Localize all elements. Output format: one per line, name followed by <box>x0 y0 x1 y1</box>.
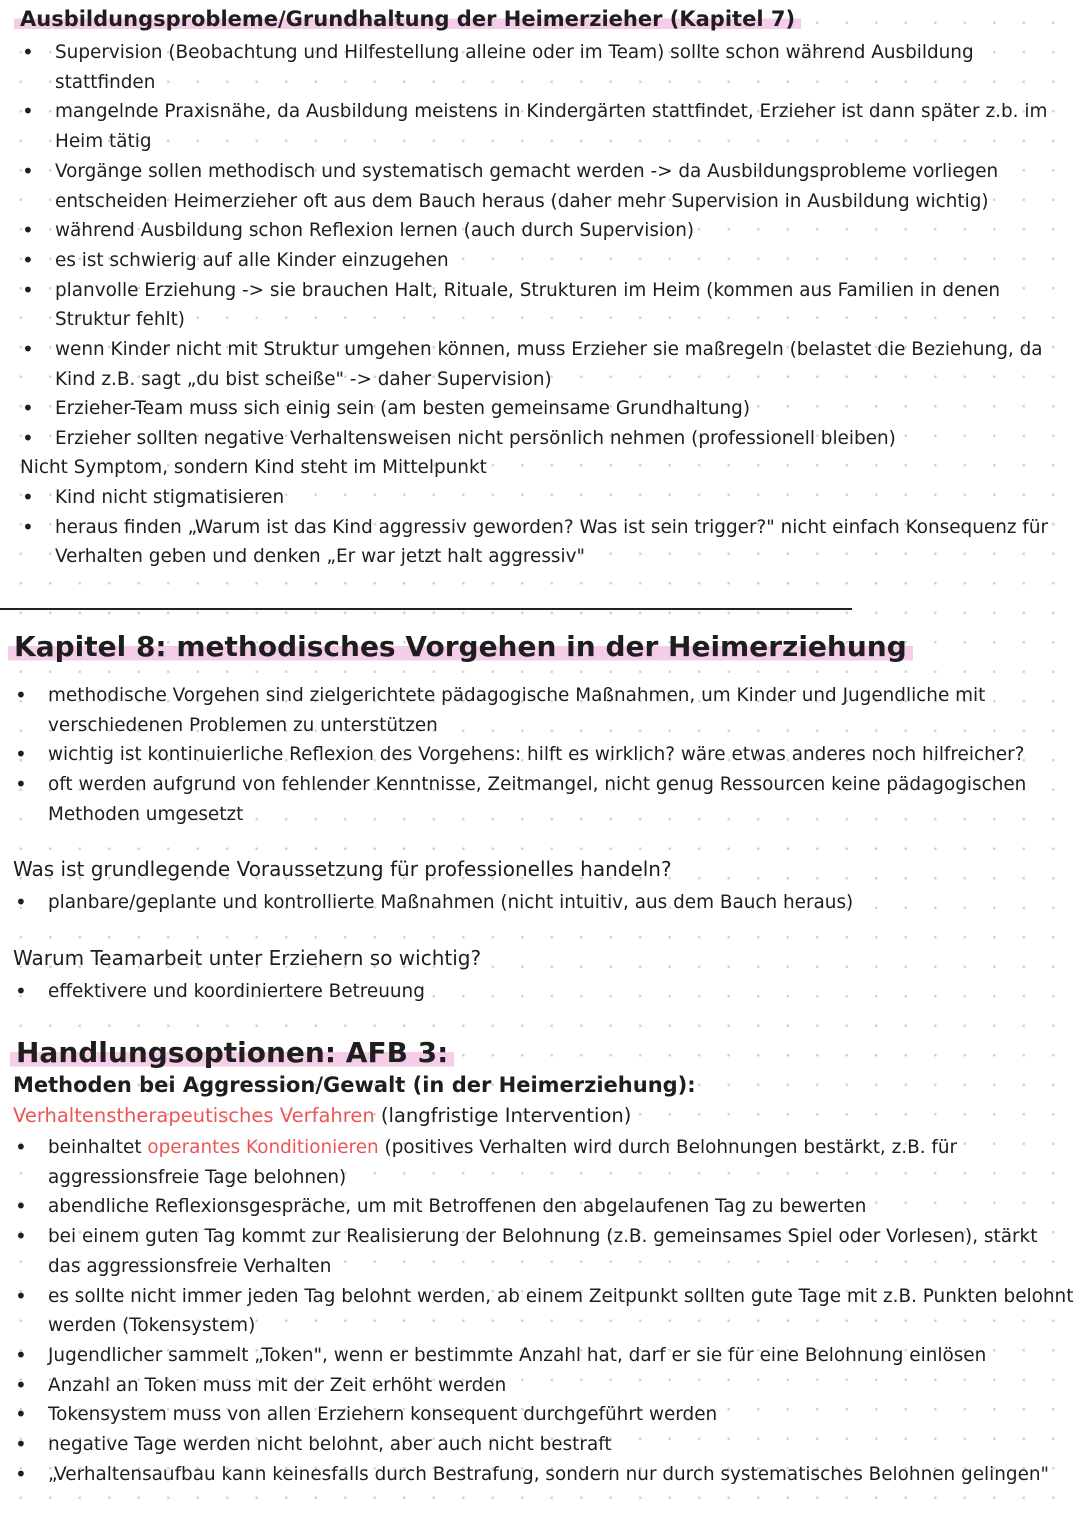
list-item: • wichtig ist kontinuierliche Reflexion des Vorgehens: hilft es wirklich? wäre etwas anderes noch hilfreicher? <box>13 740 1073 770</box>
list-item: • Jugendlicher sammelt „Token", wenn er bestimmte Anzahl hat, darf er sie für eine Belohnung einlösen <box>13 1341 1075 1371</box>
list-item: • planvolle Erziehung -> sie brauchen Halt, Rituale, Strukturen im Heim (kommen aus Familien in denen Struktur fehlt) <box>20 276 1060 335</box>
q1-list <box>13 888 1073 918</box>
list-item: • heraus finden „Warum ist das Kind aggressiv geworden? Was ist sein trigger?" nicht einfach Konsequenz für Verhalten geben und denken „Er war jetzt halt aggressiv" <box>20 513 1060 572</box>
operantes-konditionieren: operantes Konditionieren <box>147 1137 379 1158</box>
kapitel-7-list <box>20 38 1060 454</box>
section-heading-kapitel-8: Kapitel 8: methodisches Vorgehen in der Heimerziehung <box>14 630 913 663</box>
q2-list <box>13 977 1073 1007</box>
list-item: • Anzahl an Token muss mit der Zeit erhöht werden <box>13 1371 1075 1401</box>
method-name: Verhaltenstherapeutisches Verfahren <box>13 1104 375 1127</box>
list-item: • Tokensystem muss von allen Erziehern konsequent durchgeführt werden <box>13 1400 1075 1430</box>
list-item: • „Verhaltensaufbau kann keinesfalls durch Bestrafung, sondern nur durch systematisches Belohnen gelingen" <box>13 1460 1075 1490</box>
list-item: • es sollte nicht immer jeden Tag belohnt werden, ab einem Zeitpunkt sollten gute Tage mit z.B. Punkten belohnt werden (Tokensystem) <box>13 1282 1075 1341</box>
list-item: • beinhaltet operantes Konditionieren (positives Verhalten wird durch Belohnungen bestärkt, z.B. für aggressionsfreie Tage belohnen) <box>13 1133 1075 1192</box>
section-divider <box>0 608 852 610</box>
list-item: • oft werden aufgrund von fehlender Kenntnisse, Zeitmangel, nicht genug Ressourcen keine pädagogischen Methoden umgesetzt <box>13 770 1073 829</box>
section-heading-kapitel-7: Ausbildungsprobleme/Grundhaltung der Heimerzieher (Kapitel 7) <box>20 7 801 31</box>
list-item: • Erzieher-Team muss sich einig sein (am besten gemeinsame Grundhaltung) <box>20 394 1060 424</box>
list-item: • Kind nicht stigmatisieren <box>20 483 1060 513</box>
subheading-kind-mittelpunkt: Nicht Symptom, sondern Kind steht im Mittelpunkt <box>20 457 487 478</box>
list-item: • methodische Vorgehen sind zielgerichtete pädagogische Maßnahmen, um Kinder und Jugendliche mit verschiedenen Problemen zu unterstützen <box>13 681 1073 740</box>
method-note: (langfristige Intervention) <box>374 1104 632 1127</box>
list-item: • es ist schwierig auf alle Kinder einzugehen <box>20 246 1060 276</box>
question-professionelles-handeln: Was ist grundlegende Voraussetzung für professionelles handeln? <box>13 857 672 881</box>
method-line <box>13 1101 631 1131</box>
list-item: • Erzieher sollten negative Verhaltensweisen nicht persönlich nehmen (professionell bleiben) <box>20 424 1060 454</box>
list-item: • bei einem guten Tag kommt zur Realisierung der Belohnung (z.B. gemeinsames Spiel oder Vorlesen), stärkt das aggressionsfreie Verhalten <box>13 1222 1075 1281</box>
question-teamarbeit: Warum Teamarbeit unter Erziehern so wichtig? <box>13 946 482 970</box>
section-heading-handlungsoptionen: Handlungsoptionen: AFB 3: <box>16 1036 454 1069</box>
list-item: • abendliche Reflexionsgespräche, um mit Betroffenen den abgelaufenen Tag zu bewerten <box>13 1192 1075 1222</box>
list-item: • Vorgänge sollen methodisch und systematisch gemacht werden -> da Ausbildungsprobleme vorliegen entscheiden Heimerzieher oft aus dem Bauch heraus (daher mehr Supervision in Ausbildung wichtig) <box>20 157 1060 216</box>
list-item: • planbare/geplante und kontrollierte Maßnahmen (nicht intuitiv, aus dem Bauch heraus) <box>13 888 1073 918</box>
kind-mittelpunkt-list <box>20 483 1060 572</box>
subheading-methoden: Methoden bei Aggression/Gewalt (in der Heimerziehung): <box>13 1073 696 1097</box>
kapitel-8-list <box>13 681 1073 830</box>
list-item: • effektivere und koordiniertere Betreuung <box>13 977 1073 1007</box>
list-item: • wenn Kinder nicht mit Struktur umgehen können, muss Erzieher sie maßregeln (belastet die Beziehung, da Kind z.B. sagt „du bist scheiße" -> daher Supervision) <box>20 335 1060 394</box>
list-item: • während Ausbildung schon Reflexion lernen (auch durch Supervision) <box>20 216 1060 246</box>
methoden-list <box>13 1133 1075 1489</box>
list-item: • negative Tage werden nicht belohnt, aber auch nicht bestraft <box>13 1430 1075 1460</box>
list-item: • mangelnde Praxisnähe, da Ausbildung meistens in Kindergärten stattfindet, Erzieher ist dann später z.b. im Heim tätig <box>20 97 1060 156</box>
list-item: • Supervision (Beobachtung und Hilfestellung alleine oder im Team) sollte schon während Ausbildung stattfinden <box>20 38 1060 97</box>
